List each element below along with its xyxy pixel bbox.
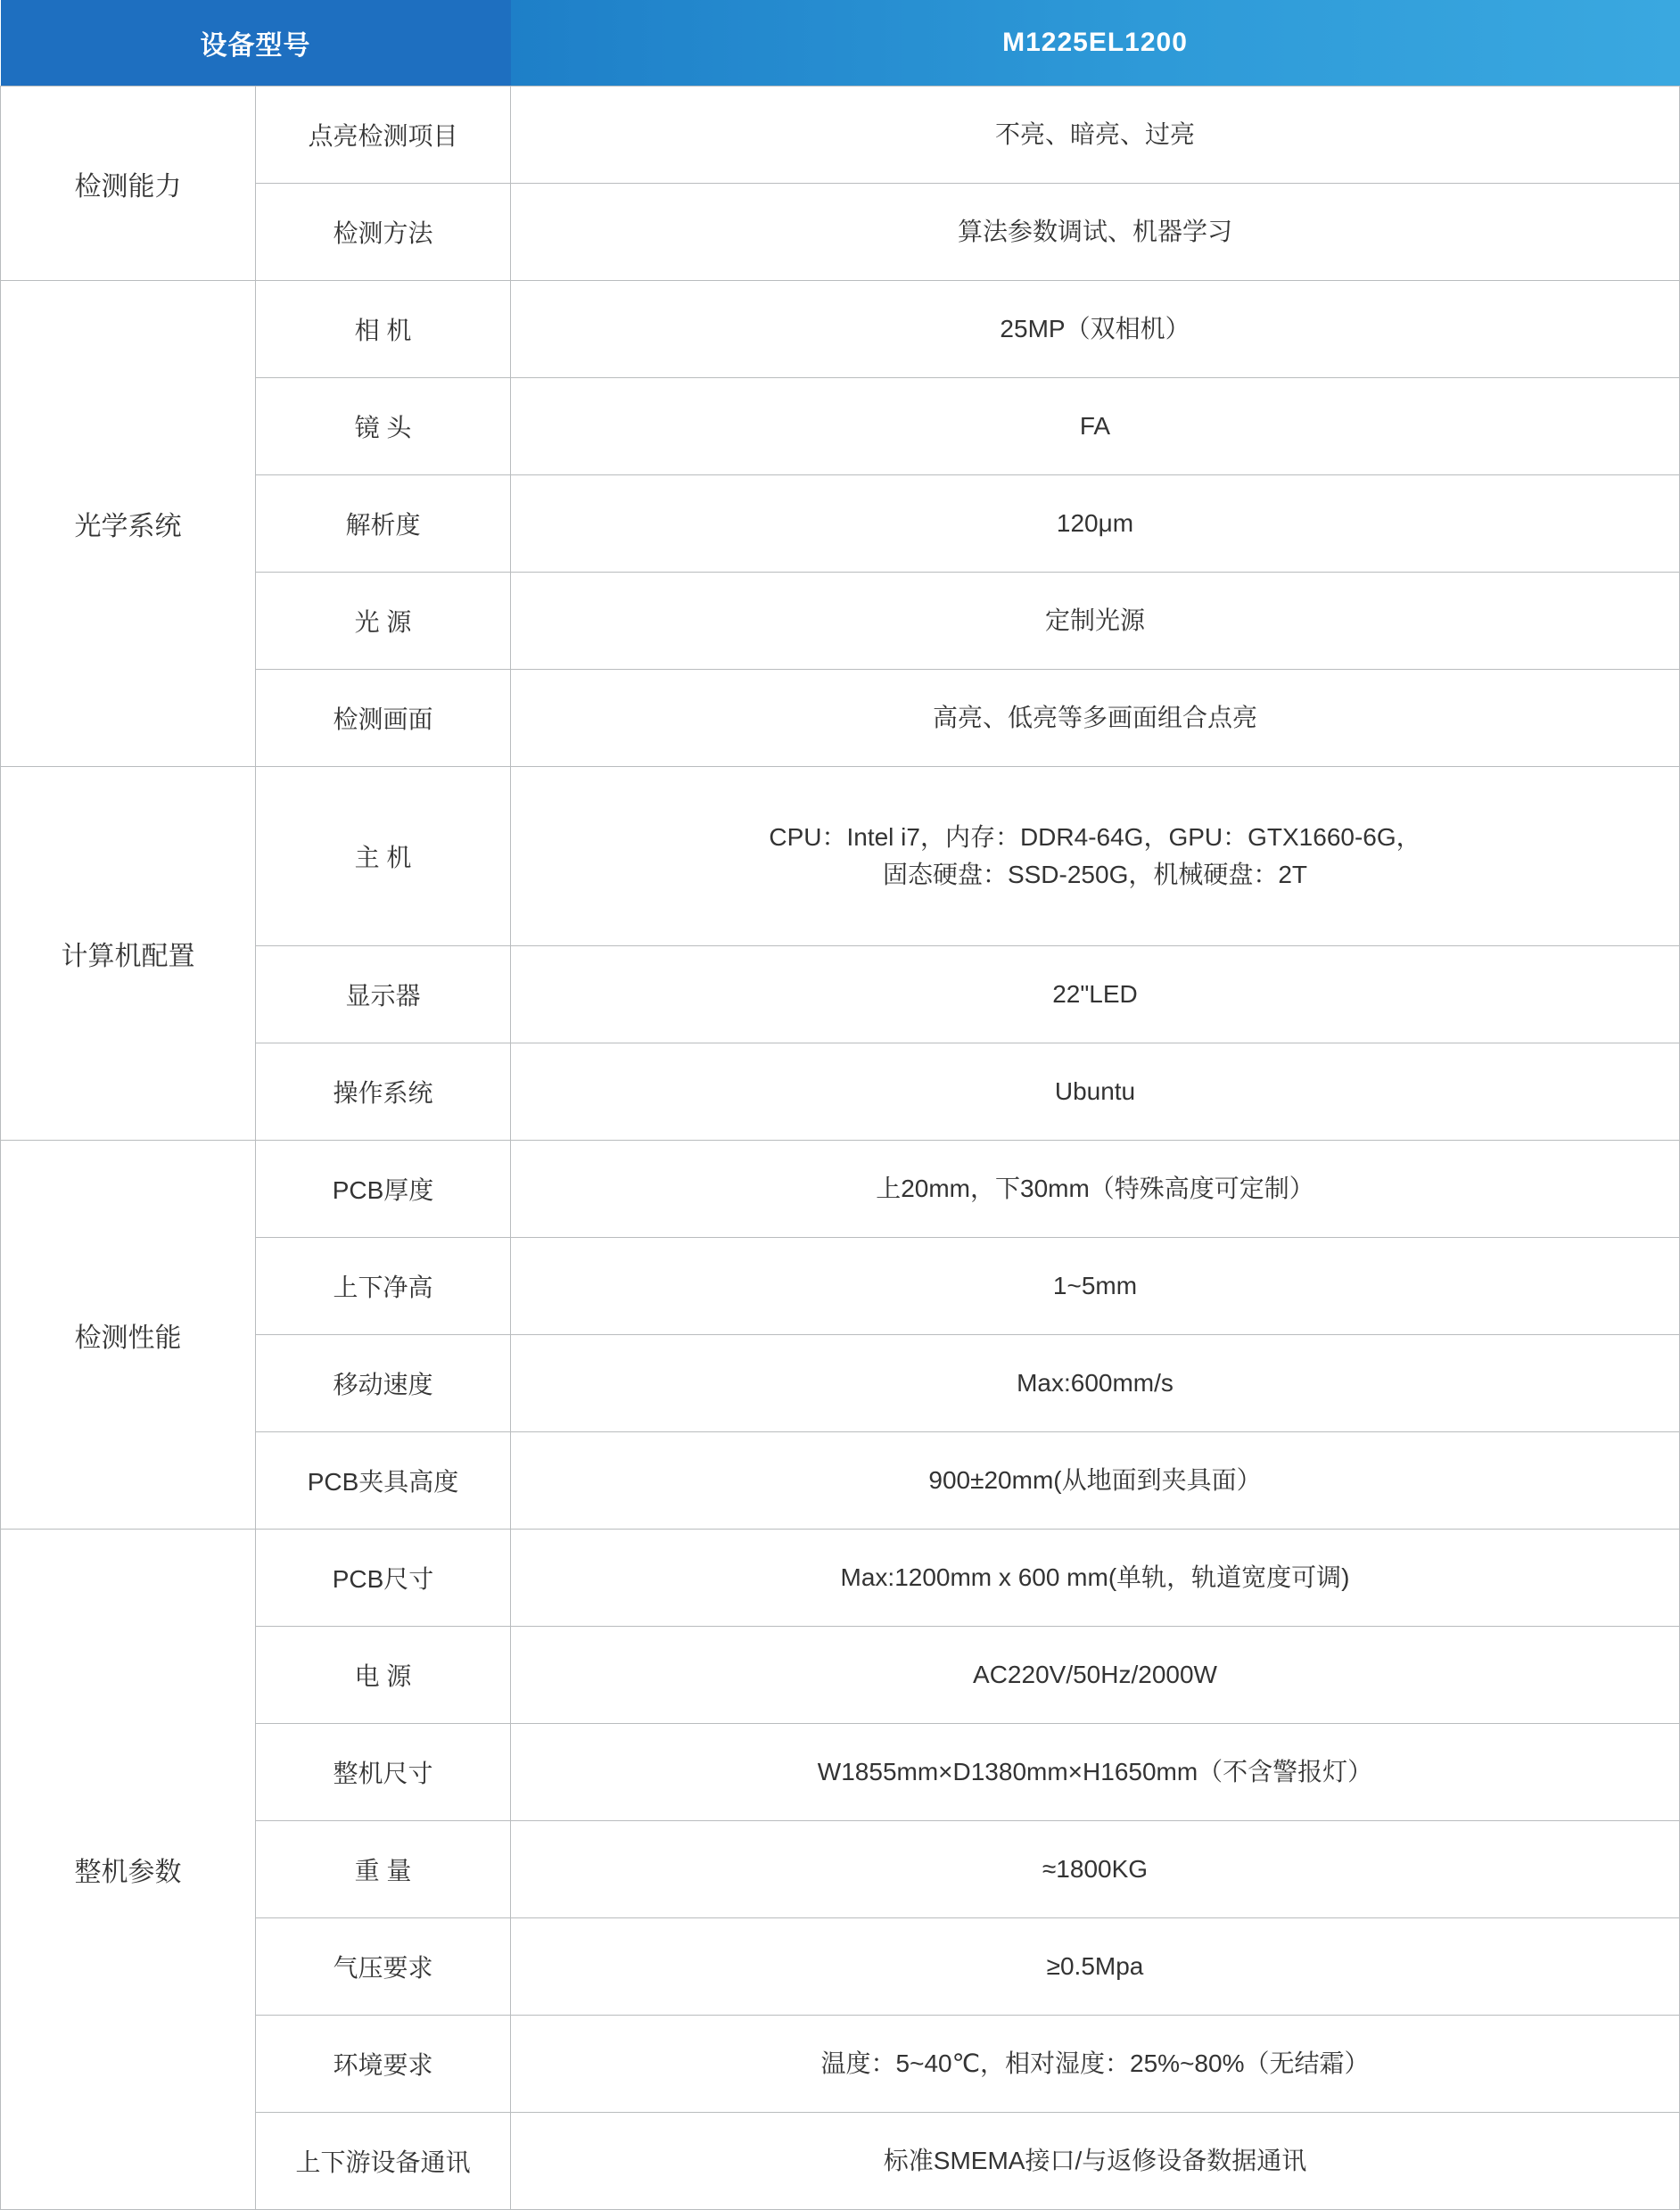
item-label: 显示器	[256, 946, 511, 1043]
group-label: 光学系统	[1, 281, 256, 767]
item-label: 环境要求	[256, 2016, 511, 2113]
header-model-value: M1225EL1200	[511, 0, 1680, 87]
item-label: 解析度	[256, 475, 511, 573]
value-line: 温度：5~40℃，相对湿度：25%~80%（无结霜）	[820, 2049, 1370, 2077]
value-line: 900±20mm(从地面到夹具面）	[928, 1466, 1262, 1494]
table-body	[1, 0, 1680, 2210]
table-row	[1, 281, 1680, 378]
item-label: 上下游设备通讯	[256, 2113, 511, 2210]
item-label: 点亮检测项目	[256, 87, 511, 184]
value-line: 固态硬盘：SSD-250G，机械硬盘：2T	[882, 861, 1308, 888]
item-value	[511, 1530, 1680, 1627]
group-label: 检测能力	[1, 87, 256, 281]
table-row	[1, 87, 1680, 184]
item-value	[511, 1335, 1680, 1432]
item-value	[511, 378, 1680, 475]
table-row	[1, 1141, 1680, 1238]
value-line: 上20mm，下30mm（特殊高度可定制）	[876, 1175, 1314, 1202]
value-line: 标准SMEMA接口/与返修设备数据通讯	[883, 2147, 1307, 2174]
item-value	[511, 1238, 1680, 1335]
item-value	[511, 184, 1680, 281]
item-label: 重 量	[256, 1821, 511, 1918]
value-line: 120μm	[1056, 509, 1134, 537]
item-value	[511, 281, 1680, 378]
item-label: 检测画面	[256, 670, 511, 767]
item-label: 气压要求	[256, 1918, 511, 2016]
group-label: 整机参数	[1, 1530, 256, 2210]
item-value	[511, 1627, 1680, 1724]
item-label: 整机尺寸	[256, 1724, 511, 1821]
value-line: ≥0.5Mpa	[1046, 1952, 1144, 1980]
value-line: W1855mm×D1380mm×H1650mm（不含警报灯）	[817, 1758, 1373, 1785]
item-label: 移动速度	[256, 1335, 511, 1432]
item-value	[511, 1043, 1680, 1141]
item-label: 相 机	[256, 281, 511, 378]
item-label: PCB尺寸	[256, 1530, 511, 1627]
group-label: 计算机配置	[1, 767, 256, 1141]
value-line: 定制光源	[1044, 606, 1145, 634]
value-line: 算法参数调试、机器学习	[957, 218, 1232, 245]
value-line: Max:600mm/s	[1017, 1369, 1174, 1397]
value-line: 1~5mm	[1052, 1272, 1138, 1299]
item-value	[511, 767, 1680, 946]
item-label: 电 源	[256, 1627, 511, 1724]
value-line: Max:1200mm x 600 mm(单轨，轨道宽度可调)	[840, 1563, 1350, 1591]
item-value	[511, 2113, 1680, 2210]
table-row	[1, 767, 1680, 946]
item-value	[511, 1821, 1680, 1918]
item-value	[511, 1918, 1680, 2016]
value-line: ≈1800KG	[1042, 1855, 1149, 1883]
item-value	[511, 573, 1680, 670]
item-value	[511, 946, 1680, 1043]
item-label: 操作系统	[256, 1043, 511, 1141]
value-line: Ubuntu	[1054, 1077, 1136, 1105]
value-line: 25MP（双相机）	[1000, 315, 1190, 342]
value-line: FA	[1079, 412, 1111, 440]
item-label: PCB厚度	[256, 1141, 511, 1238]
item-label: 检测方法	[256, 184, 511, 281]
group-label: 检测性能	[1, 1141, 256, 1530]
item-label: 上下净高	[256, 1238, 511, 1335]
value-line: CPU：Intel i7，内存：DDR4-64G，GPU：GTX1660-6G，	[769, 823, 1421, 851]
item-label: 主 机	[256, 767, 511, 946]
item-label: 光 源	[256, 573, 511, 670]
value-line: 22"LED	[1052, 980, 1138, 1008]
value-line: 高亮、低亮等多画面组合点亮	[932, 704, 1257, 731]
item-value	[511, 1724, 1680, 1821]
value-line: AC220V/50Hz/2000W	[973, 1661, 1217, 1688]
item-value	[511, 475, 1680, 573]
item-label: 镜 头	[256, 378, 511, 475]
value-line: 不亮、暗亮、过亮	[994, 120, 1195, 148]
item-value	[511, 1141, 1680, 1238]
item-value	[511, 87, 1680, 184]
item-label: PCB夹具高度	[256, 1432, 511, 1530]
item-value	[511, 1432, 1680, 1530]
item-value	[511, 670, 1680, 767]
table-header-row	[1, 0, 1680, 87]
header-model-label: 设备型号	[1, 0, 511, 87]
table-row	[1, 1530, 1680, 1627]
item-value	[511, 2016, 1680, 2113]
